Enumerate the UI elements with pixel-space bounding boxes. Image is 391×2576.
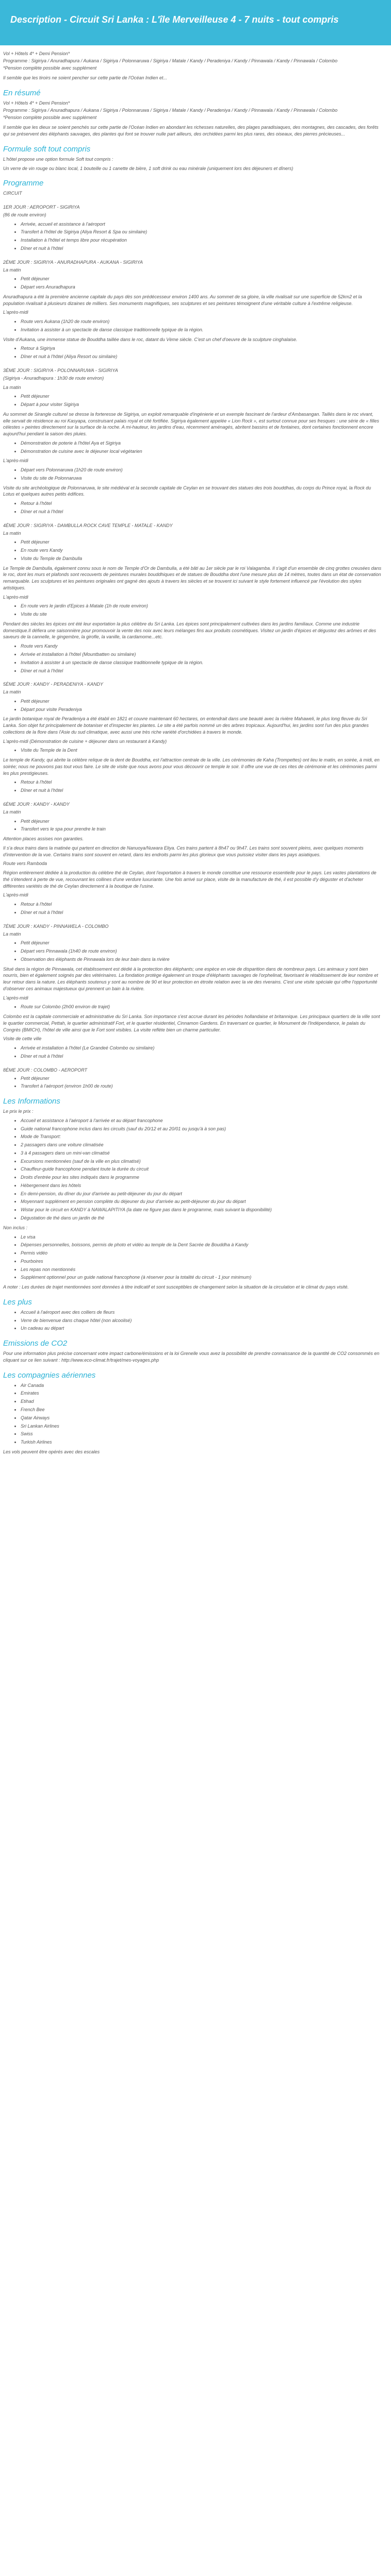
day-activity: • Petit déjeuner [21, 698, 382, 705]
day-subheading: La matin [3, 384, 21, 390]
day-activity: • En route vers Kandy [21, 547, 382, 554]
airline-item: • Air Canada [21, 1382, 382, 1389]
included-item: • Wistar pour le circuit en KANDY à NAWALAPITIYA (la date ne figure pas dans le programme, mais suivant la disponibilité) [21, 1207, 382, 1213]
day-heading: 4ÈME JOUR : SIGIRIYA - DAMBULLA ROCK CAVE TEMPLE - MATALE - KANDY [3, 522, 173, 528]
included-item: • Moyennant supplément en pension complète du déjeuner du jour d'arrivée au petit-déjeuner du jour du départ [21, 1198, 382, 1205]
day-activity: • Départ à pour visiter Sigiriya [21, 401, 382, 408]
day-activity: • Départ vers Anuradhapura [21, 284, 382, 291]
day-paragraph: Situé dans la région de Pinnawala, cet établissement est dédié à la protection des éléphants; une espèce en voie de disparition dans de nombreux pays. Les animaux y sont bien nourris, bien et également soignés par des vétérinaires. La fondation protège également un troupe d'éléphants sauvages de l'orphelinat, favorisant le rétablissement de leur nombre et leur retour dans la nature. Les éléphants soutenus y sont au nombre de 90 et leur protection en étroite relation avec la vie des riverains. C'est une visite spéciale qui offre l'opportunité d'observer ces animaux majestueux qui prennent un bain à la rivière. [3, 966, 378, 991]
day-activity: • Dîner et nuit à l'hôtel [21, 1053, 382, 1060]
day-heading: 7ÈME JOUR : KANDY - PINNAWELA - COLOMBO [3, 923, 109, 929]
programme-label: CIRCUIT [3, 191, 22, 196]
day-paragraph: Attention places assises non garanties. [3, 836, 84, 842]
page-title: Description - Circuit Sri Lanka : L'île Merveilleuse 4 - 7 nuits - tout compris [0, 0, 391, 45]
included-item: • Accueil et assistance à l'aéroport à l'arrivée et au départ francophone [21, 1117, 382, 1124]
day-activity: • Démonstration de poterie à l'hôtel Aya et Sigiriya [21, 440, 382, 447]
day-paragraph: Pendant des siècles les épices ont été leur exportation la plus célèbre du Sri Lanka. Les épices sont principalement cultivées dans les jardins familiaux. Comme une industrie domestique.Il défiera une saisonnière pour promouvoir la vente des noix avec leurs mélanges fins aux produits cosmétiques. Visitez un jardin d'épices et dégustez des arômes et des saveurs de la cannelle, le gingembre, la girofle, la vanille, la cardamome...etc. [3, 621, 376, 640]
excluded-item: • Pourboires [21, 1258, 382, 1265]
included-item: • Chauffeur-guide francophone pendant toute la durée du circuit [21, 1166, 382, 1173]
plus-list [3, 1309, 382, 1332]
day-activity-list [3, 603, 382, 618]
day-block [3, 923, 382, 1060]
day-activity: • Petit déjeuner [21, 539, 382, 546]
day-activity: • Petit déjeuner [21, 276, 382, 282]
day-paragraph: Visite de cette ville [3, 1036, 42, 1042]
day-activity-list [3, 500, 382, 515]
day-activity: • Dîner et nuit à l'hôtel (Aliya Resort ou similaire) [21, 353, 382, 360]
day-heading: 3ÈME JOUR : SIGIRIYA - POLONNARUWA - SIGIRIYA [3, 367, 118, 373]
day-activity-list [3, 779, 382, 794]
included-item: • Mode de Transport: [21, 1133, 382, 1140]
day-activity: • Installation à l'hôtel et temps libre pour récupération [21, 237, 382, 244]
airline-item: • Etihad [21, 1398, 382, 1405]
airline-item: • Sri Lankan Airlines [21, 1423, 382, 1430]
excluded-item: • Permis vidéo [21, 1250, 382, 1257]
excluded-item: • Supplément optionnel pour un guide national francophone (à réserver pour la totalité du circuit - 1 jour minimum) [21, 1274, 382, 1281]
day-activity-list [3, 221, 382, 252]
day-activity-list [3, 467, 382, 482]
day-activity-list [3, 901, 382, 916]
day-activity: • Petit déjeuner [21, 940, 382, 946]
airlines-list [3, 1382, 382, 1446]
airline-item: • Qatar Airways [21, 1415, 382, 1421]
day-paragraph: L'après-midi [3, 594, 28, 600]
day-activity: • Retour à Sigiriya [21, 345, 382, 352]
day-subheading: (Sigiriya - Anuradhapura : 1h30 de route environ) [3, 375, 104, 381]
day-subheading: La matin [3, 530, 21, 536]
day-block [3, 259, 382, 360]
day-activity: • Arrivée et installation à l'hôtel (Mountbatten ou similaire) [21, 651, 382, 658]
description-content [0, 50, 382, 1455]
day-activity-list [3, 318, 382, 333]
day-activity-list [3, 1045, 382, 1060]
day-activity-list [3, 345, 382, 360]
day-activity-list [3, 1004, 382, 1010]
day-paragraph: Route vers Ramboda [3, 861, 47, 867]
day-activity: • Petit déjeuner [21, 393, 382, 400]
day-activity: • Route vers Aukana (1h20 de route environ) [21, 318, 382, 325]
day-activity: • Départ vers Polonnaruwa (1h20 de route environ) [21, 467, 382, 473]
day-paragraph: Il s'a deux trains dans la matinée qui partent en direction de Nanuoya/Nuwara Eliya. Ces trains partent à 8h47 ou 9h47. Les trains sont souvent pleins, avec quelques moments d'intervention de la vue. Certains trains sont souvent en retard, dans les endroits parmi les plus glorieux que vous puissiez visiter dans les pays asiatiques. [3, 845, 364, 857]
resume-formula: Vol + Hôtels 4* + Demi Pension* [3, 100, 70, 106]
excluded-item: • Le visa [21, 1234, 382, 1241]
co2-section [3, 1350, 382, 1364]
resume-paragraph: Il semble que les dieux se soient penchés sur cette partie de l'Océan Indien en abondant les richesses naturelles, des plages paradisiaques, des montagnes, des cascades, des forêts qui se préservent des éléphants sauvages, des plantes qui font se trouver nulle part ailleurs, des orchidées parmi les plus rares, des oiseaux, des pierres précieuses... [3, 125, 379, 137]
programme-days [3, 204, 382, 1090]
included-item: • 2 passagers dans une voiture climatisée [21, 1142, 382, 1148]
day-paragraph: L'après-midi (Démonstration de cuisine + déjeuner dans un restaurant à Kandy) [3, 738, 167, 744]
plus-item: • Accueil à l'aéroport avec des colliers de fleurs [21, 1309, 382, 1316]
day-activity: • Dîner et nuit à l'hôtel [21, 787, 382, 794]
day-subheading: (86 de route environ) [3, 212, 46, 217]
day-heading: 6ÈME JOUR : KANDY - KANDY [3, 802, 70, 807]
day-activity-list [3, 940, 382, 962]
day-paragraph: L'après-midi [3, 892, 28, 898]
day-activity: • Dîner et nuit à l'hôtel [21, 509, 382, 515]
day-subheading: La matin [3, 689, 21, 695]
day-activity: • Visite du site de Polonnaruwa [21, 475, 382, 482]
prix-list [3, 1117, 382, 1222]
formule-line: Un verre de vin rouge ou blanc local, 1 bouteille ou 1 canette de bière, 1 soft drink ou eau minérale (uniquement lors des déjeuners et dîners) [3, 165, 294, 171]
formule-heading: Formule soft tout compris [3, 144, 91, 154]
day-activity: • Départ pour visite Peradeniya [21, 706, 382, 713]
resume-note: *Pension complète possible avec supplément [3, 114, 97, 120]
intro-formula: Vol + Hôtels 4* + Demi Pension* [3, 51, 70, 56]
intro-teaser: Il semble que les tiroirs ne soient pencher sur cette partie de l'Océan Indien et... [3, 75, 167, 81]
nonprix-label: Non inclus : [3, 1225, 28, 1230]
day-heading: 1ER JOUR : AEROPORT - SIGIRIYA [3, 205, 80, 210]
included-item: • Guide national francophone inclus dans les circuits (sauf du 20/12 et au 20/01 ou jusqu'à à son pas) [21, 1126, 382, 1132]
day-paragraph: Région entièrement dédiée à la production du célèbre thé de Ceylan, dont l'exportation à travers le monde constitue une ressource essentielle pour le pays. Les vastes plantations de thé s'étendent à perte de vue, recouvrant les collines d'une verdure luxuriante. Une fois arrivé sur place, visite de la manufacture de thé, il est possible d'y déguster et d'acheter différentes variétés de thé de Ceylan directement à la boutique de l'usine. [3, 870, 377, 889]
formule-section [3, 156, 382, 172]
day-heading: 8ÈME JOUR : COLOMBO - AEROPORT [3, 1067, 88, 1073]
included-item: • Dégustation de thé dans un jardin de thé [21, 1215, 382, 1222]
infos-heading: Les Informations [3, 1097, 60, 1106]
day-activity: • Invitation à assister à un spectacle de danse classique traditionnelle typique de la région. [21, 327, 382, 333]
day-activity: • Départ vers Pinnawala (1h40 de route environ) [21, 948, 382, 955]
day-block [3, 801, 382, 916]
airline-item: • Turkish Airlines [21, 1439, 382, 1446]
day-activity: • Transfert vers le spa pour prendre le train [21, 826, 382, 833]
day-paragraph: L'après-midi [3, 995, 28, 1001]
co2-heading: Emissions de CO2 [3, 1339, 68, 1348]
day-activity-list [3, 818, 382, 833]
day-activity-list [3, 1075, 382, 1090]
day-subheading: La matin [3, 809, 21, 815]
included-item: • Droits d'entrée pour les sites indiqués dans le programme [21, 1174, 382, 1181]
infos-section [3, 1108, 382, 1291]
day-block [3, 204, 382, 252]
included-item: • Excursions mentionnées (sauf de la ville en plus climatisé) [21, 1158, 382, 1165]
day-activity: • Route vers Kandy [21, 643, 382, 650]
day-activity: • Démonstration de cuisine avec le déjeuner local végétarien [21, 448, 382, 455]
plus-item: • Verre de bienvenue dans chaque hôtel (non alcoolisé) [21, 1317, 382, 1324]
day-activity: • Retour à l'hôtel [21, 779, 382, 786]
day-activity: • Route sur Colombo (2h00 environ de trajet) [21, 1004, 382, 1010]
day-paragraph: Le Temple de Dambulla, également connu sous le nom de Temple d'Or de Dambulla, a été bâti au 1er siècle par le roi Valagamba. Il s'agit d'un ensemble de cinq grottes creusées dans le roc, dont les murs et plafonds sont recouverts de peintures murales bouddhiques et de statues de Bouddha dont l'une mesure plus de 14 mètres, toutes dans un état de conservation remarquable. Les sculptures et les peintures originales ont gagné des ajouts à travers les siècles et se trouvent ici suivant le style fortement influencé par l'évolution des styles artistiques. [3, 565, 382, 590]
day-activity: • Dîner et nuit à l'hôtel [21, 909, 382, 916]
day-activity: • Transfert à l'hôtel de Sigiriya (Aliya Resort & Spa ou similaire) [21, 229, 382, 235]
day-activity: • Petit déjeuner [21, 818, 382, 825]
included-item: • En demi-pension, du dîner du jour d'arrivée au petit-déjeuner du jour du départ [21, 1191, 382, 1197]
day-activity-list [3, 393, 382, 408]
excluded-item: • Dépenses personnelles, boissons, permis de photo et vidéo au temple de la Dent Sacrée de Bouddha à Kandy [21, 1242, 382, 1248]
day-paragraph: Colombo est la capitale commerciale et administrative du Sri Lanka. Son importance s'est accrue durant les périodes hollandaise et britannique. Les principaux quartiers de la ville sont le quartier commercial, Pettah, le quartier administratif Fort, et le quartier résidentiel, Cinnamon Gardens. En traversant ce quartier, le Monument de l'Indépendance, le palais du Congrès (BMICH), l'hôtel de ville ainsi que le Fort sont visibles. La visite reflète bien un charme particulier. [3, 1014, 380, 1032]
day-activity-list [3, 539, 382, 562]
airlines-footer: Les vols peuvent être opérés avec des escales [3, 1449, 100, 1454]
day-activity: • Retour à l'hôtel [21, 901, 382, 908]
plus-item: • Un cadeau au départ [21, 1325, 382, 1332]
day-activity-list [3, 440, 382, 455]
intro-itinerary: Programme : Sigiriya / Anuradhapura / Aukana / Sigiriya / Polonnaruwa / Sigiriya / Matale / Kandy / Peradeniya / Kandy / Pinnawala / Kandy / Pinnawala / Colombo [3, 58, 338, 63]
compagnies-heading: Les compagnies aériennes [3, 1370, 96, 1380]
day-block [3, 1067, 382, 1090]
day-subheading: La matin [3, 267, 21, 273]
day-activity: • Dîner et nuit à l'hôtel [21, 245, 382, 252]
included-item: • 3 à 4 passagers dans un mini-van climatisé [21, 1150, 382, 1157]
day-block [3, 522, 382, 674]
day-activity: • Invitation à assister à un spectacle de danse classique traditionnelle typique de la région. [21, 659, 382, 666]
day-activity-list [3, 747, 382, 754]
day-paragraph: L'après-midi [3, 310, 28, 315]
day-paragraph: Le jardin botanique royal de Peradeniya a été établi en 1821 et couvre maintenant 60 hectares, on entendrait dans une beauté avec la rivière Mahaweli, le plus long fleuve du Sri Lanka. Son objet fut principalement de botaniser et d'inspecter les plantes. Le site a été parfois nommé un des arbres tropicaux. Aujourd'hui, les jardins sont l'un des plus grandes collections de la flore dans l'Asie du sud climatique, avec aussi une très riche variété d'orchidées à travers le monde. [3, 716, 369, 735]
day-activity: • Visite du Temple de Dambulla [21, 555, 382, 562]
day-paragraph: Visite du site archéologique de Polonnaruwa, le site médiéval et la seconde capitale de Ceylan en se trouvant des statues des trois bouddhas, du corps du Prince royal, la Rock du Lotus et quelques autres petits édifices. [3, 485, 371, 497]
included-item: • Hébergement dans les hôtels [21, 1182, 382, 1189]
day-activity-list [3, 698, 382, 713]
day-activity: • Visite du site [21, 611, 382, 618]
prix-label: Le prix le prix : [3, 1109, 34, 1114]
intro-note: *Pension complète possible avec supplément [3, 65, 97, 71]
airline-item: • French Bee [21, 1406, 382, 1413]
day-activity-list [3, 276, 382, 291]
resume-section [3, 100, 382, 138]
day-activity: • Arrivée et installation à l'hôtel (Le Grandeé Colombo ou similaire) [21, 1045, 382, 1052]
day-activity: • Dîner et nuit à l'hôtel [21, 668, 382, 674]
day-heading: 5ÈME JOUR : KANDY - PERADENIYA - KANDY [3, 682, 104, 687]
programme-heading: Programme [3, 179, 44, 188]
resume-itinerary: Programme : Sigiriya / Anuradhapura / Aukana / Sigiriya / Polonnaruwa / Sigiriya / Matale / Kandy / Peradeniya / Kandy / Pinnawala / Kandy / Pinnawala / Colombo [3, 107, 338, 113]
day-paragraph: Anuradhapura a été la première ancienne capitale du pays dès son prédécesseur environ 1400 ans. Au sommet de sa gloire, la ville rivalisait sur une superficie de 52km2 et la population rivalisait à plusieurs dizaines de milliers. Ses monuments magnifiques, ses sculptures et ses peintures témoignent d'une véritable culture à l'extrême religieuse. [3, 294, 362, 306]
day-subheading: La matin [3, 931, 21, 937]
excluded-item: • Les repas non mentionnés [21, 1266, 382, 1273]
day-block [3, 367, 382, 515]
day-activity: • Observation des éléphants de Pinnawala lors de leur bain dans la rivière [21, 956, 382, 963]
day-activity: • Visite du Temple de la Dent [21, 747, 382, 754]
day-paragraph: Le temple de Kandy, qui abrite la célèbre relique de la dent de Bouddha, est l'attraction centrale de la ville. Les cérémonies de Kaha (Trompettes) ont lieu le matin, en soirée, à midi, en soirée; nous ne pouvons pas tout vous faire. Le site de visite que nous avons pour vous découvrir ce temple le soir. Il offre une vue de ces rites de cérémonie et les cérémonies parmi les plus prestigieuses. [3, 757, 380, 776]
day-paragraph: Visite d'Aukana, une immense statue de Bouddha taillée dans le roc, datant du Vème siècle. C'est un chef d'oeuvre de la sculpture cinghalaise. [3, 336, 298, 342]
day-heading: 2ÈME JOUR : SIGIRIYA - ANURADHAPURA - AUKANA - SIGIRIYA [3, 259, 143, 265]
day-activity: • Retour à l'hôtel [21, 500, 382, 507]
infos-note: A noter : Les durées de trajet mentionnées sont données à titre indicatif et sont susceptibles de changement selon la situation de la circulation et le climat du pays visité. [3, 1284, 349, 1290]
day-paragraph: L'après-midi [3, 458, 28, 464]
day-paragraph: Au sommet de Sirangle culturel se dresse la forteresse de Sigiriya, un exploit remarquable d'ingénierie et un exemple fascinant de l'ardeur d'Ambasangan. Taillés dans le roc vivant, elle servait de résidence au roi Kasyapa, construisant palais royal et cité fortifiée. Sigiriya également appelée « Lion Rock », est surtout connue pour ses fresques : une série de « filles célestes » peintes directement sur la surface de la roche. A mi-hauteur, les jardins d'eau, récemment aménagés, abritent bassins et de fontaines, dont certaines fonctionnent encore aujourd'hui pendant la saison des pluies. [3, 411, 379, 437]
day-activity: • Petit déjeuner [21, 1075, 382, 1082]
formule-line: L'hôtel propose une option formule Soft tout compris : [3, 156, 113, 162]
nonprix-list [3, 1234, 382, 1281]
airline-item: • Emirates [21, 1390, 382, 1397]
co2-paragraph: Pour une information plus précise concernant votre impact carbone/émissions et la loi Grenelle vous avez la possibilité de prendre connaissance de la quantité de CO2 consommés en cliquant sur ce lien suivant : http://www.eco-climat.fr/trajet/mes-voyages.php [3, 1351, 380, 1363]
day-activity-list [3, 643, 382, 674]
day-block [3, 681, 382, 794]
resume-heading: En résumé [3, 89, 41, 98]
day-activity: • Arrivée, accueil et assistance à l'aéroport [21, 221, 382, 228]
day-activity: • En route vers le jardin d'Epices à Matale (1h de route environ) [21, 603, 382, 609]
day-activity: • Transfert à l'aéroport (environ 1h00 de route) [21, 1083, 382, 1090]
airline-item: • Swiss [21, 1431, 382, 1437]
intro [3, 50, 382, 81]
plus-heading: Les plus [3, 1297, 32, 1307]
